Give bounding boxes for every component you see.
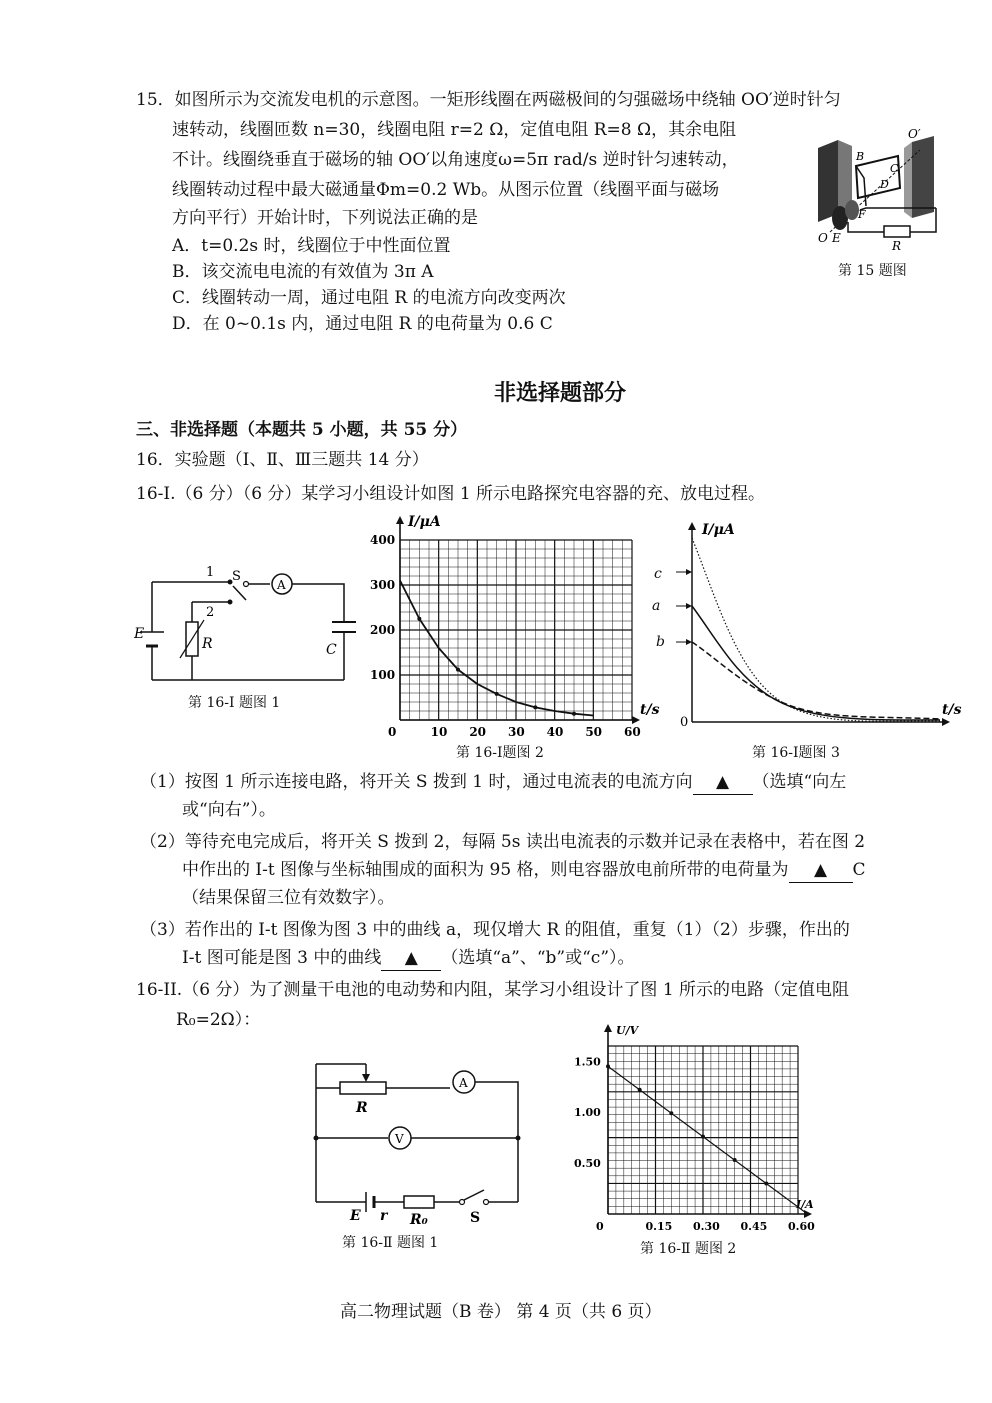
svg-text:B: B: [856, 150, 865, 163]
svg-text:F: F: [858, 208, 866, 221]
svg-text:r: r: [380, 1208, 388, 1224]
svg-text:A: A: [277, 578, 286, 592]
y-axis-label: I/μA: [408, 514, 441, 530]
svg-text:C: C: [326, 642, 337, 658]
resistor-r0: [404, 1196, 434, 1208]
svg-text:E: E: [350, 1208, 361, 1224]
part3-heading: 三、非选择题（本题共 5 小题，共 55 分）: [136, 420, 468, 440]
data-point: [572, 712, 576, 716]
answer-blank[interactable]: ▲: [789, 858, 853, 883]
slip-ring-2: [845, 200, 859, 220]
q15-option-a: A．t=0.2s 时，线圈位于中性面位置: [172, 236, 451, 256]
svg-text:E: E: [134, 626, 145, 642]
q16-1-fig3-caption: 第 16-Ⅰ题图 3: [752, 745, 840, 761]
x-tick-label: 10: [430, 725, 448, 739]
q15-stem-line-4: 线圈转动过程中最大磁通量Φm=0.2 Wb。从图示位置（线圈平面与磁场: [172, 180, 720, 200]
fig3-x-label: t/s: [942, 702, 962, 718]
data-point: [456, 668, 460, 672]
q16-2-circuit-figure: [304, 1052, 534, 1232]
svg-text:O′: O′: [908, 127, 921, 141]
fig3-y-label: I/μA: [702, 522, 735, 538]
q15-option-b: B．该交流电电流的有效值为 3π A: [172, 262, 434, 282]
q15-stem-line-3: 不计。线圈绕垂直于磁场的轴 OO′以角速度ω=5π rad/s 逆时针匀速转动，: [172, 150, 739, 170]
x-tick-label: 0: [596, 1220, 604, 1233]
x-axis-label: I/A: [796, 1198, 814, 1211]
svg-text:R: R: [356, 1100, 368, 1116]
q15-stem-line-2: 速转动，线圈匝数 n=30，线圈电阻 r=2 Ω，定值电阻 R=8 Ω，其余电阻: [172, 120, 737, 140]
q16-1-sub1-line2: 或“向右”）。: [182, 800, 276, 820]
q16-2-fig1-caption: 第 16-Ⅱ 题图 1: [342, 1235, 439, 1251]
svg-text:R: R: [202, 636, 213, 652]
answer-blank[interactable]: ▲: [693, 770, 753, 795]
svg-text:R: R: [892, 239, 902, 253]
q16-1-sub2-line2: 中作出的 I-t 图像与坐标轴围成的面积为 95 格，则电容器放电前所带的电荷量为 ▲ C: [182, 858, 866, 883]
x-axis-arrow: [632, 716, 640, 724]
y-axis-arrow: [396, 516, 404, 524]
curve-a: [692, 606, 940, 720]
x-tick-label: 50: [585, 725, 603, 739]
q16-1-sub3-line2: I-t 图可能是图 3 中的曲线 ▲ （选填“a”、“b”或“c”）。: [182, 946, 635, 971]
data-point: [533, 705, 537, 709]
q16-1-sub2-line3: （结果保留三位有效数字）。: [182, 888, 395, 908]
q16-1-sub2-line1: （2）等待充电完成后，将开关 S 拨到 2，每隔 5s 读出电流表的示数并记录在表格中，若在图 2: [140, 832, 866, 852]
svg-text:2: 2: [206, 605, 215, 620]
fig3-label-c: c: [654, 566, 662, 582]
y-tick-label: 300: [370, 578, 396, 592]
svg-text:C: C: [890, 162, 899, 175]
q16-1-sub3-line1: （3）若作出的 I-t 图像为图 3 中的曲线 a，现仅增大 R 的阻值，重复（1）（2）步骤，作出的: [140, 920, 850, 940]
data-point: [606, 1064, 610, 1068]
q16-2-fig2-caption: 第 16-Ⅱ 题图 2: [640, 1241, 737, 1257]
y-tick-label: 100: [370, 668, 396, 682]
x-tick-label: 60: [624, 725, 641, 739]
fig3-label-a: a: [652, 598, 661, 614]
q16-1-fig2-chart: [360, 510, 670, 742]
x-tick-label: 0.15: [645, 1220, 673, 1233]
y-tick-label: 400: [370, 533, 396, 547]
data-point: [764, 1181, 768, 1185]
switch-s: [244, 582, 249, 587]
y-axis-arrow: [604, 1024, 612, 1032]
svg-text:S: S: [470, 1210, 481, 1226]
fig3-origin: 0: [680, 715, 689, 730]
x-axis-arrow: [804, 1210, 812, 1218]
q15-option-c: C．线圈转动一周，通过电阻 R 的电流方向改变两次: [172, 288, 566, 308]
q16-1-circuit-figure: [130, 562, 370, 692]
svg-text:S: S: [232, 569, 241, 584]
q16-1-fig2-caption: 第 16-Ⅰ题图 2: [456, 745, 544, 761]
fig3-label-b: b: [656, 634, 665, 650]
q16-1-fig3-chart: [676, 518, 966, 740]
q15-generator-figure: [808, 126, 958, 256]
data-point: [669, 1111, 673, 1115]
resistor-r: [884, 226, 910, 237]
x-tick-label: 20: [469, 725, 487, 739]
q16-1-sub1-line1: （1）按图 1 所示连接电路，将开关 S 拨到 1 时，通过电流表的电流方向 ▲ （选填“向左: [140, 770, 846, 795]
y-tick-label: 200: [370, 623, 396, 637]
answer-blank[interactable]: ▲: [381, 946, 441, 971]
svg-text:R₀: R₀: [410, 1212, 428, 1228]
svg-text:D: D: [880, 178, 889, 191]
q15-stem-line-1: 15．如图所示为交流发电机的示意图。一矩形线圈在两磁极间的匀强磁场中绕轴 OO′逆时针匀: [136, 90, 841, 110]
x-tick-label: 0.45: [740, 1220, 768, 1233]
fit-line: [608, 1066, 808, 1214]
y-tick-label: 1.50: [574, 1055, 601, 1069]
data-point: [417, 617, 421, 621]
svg-text:V: V: [395, 1132, 404, 1146]
curve-b: [692, 642, 940, 719]
q15-figure-caption: 第 15 题图: [838, 263, 907, 279]
data-point: [733, 1158, 737, 1162]
x-tick-label: 0.60: [788, 1220, 815, 1233]
y-axis-label: U/V: [616, 1024, 639, 1037]
q15-stem-line-5: 方向平行）开始计时，下列说法正确的是: [172, 208, 478, 228]
page-footer: 高二物理试题（B 卷） 第 4 页（共 6 页）: [340, 1302, 662, 1322]
q15-option-d: D．在 0~0.1s 内，通过电阻 R 的电荷量为 0.6 C: [172, 314, 553, 334]
data-point: [495, 692, 499, 696]
section-title: 非选择题部分: [494, 381, 627, 406]
q16-2-fig2-chart: [574, 1022, 834, 1236]
q16-1-fig1-caption: 第 16-I 题图 1: [188, 695, 281, 711]
q16-2-intro-line1: 16-II.（6 分）为了测量干电池的电动势和内阻，某学习小组设计了图 1 所示的电路（定值电阻: [136, 980, 850, 1000]
x-tick-label: 40: [546, 725, 564, 739]
switch-s: [460, 1200, 465, 1205]
q16-2-intro-line2: R₀=2Ω）：: [176, 1010, 261, 1030]
x-tick-label: 30: [508, 725, 525, 739]
q16-1-intro: 16-I.（6 分）（6 分）某学习小组设计如图 1 所示电路探究电容器的充、放电过程。: [136, 484, 766, 504]
rheostat-r: [340, 1082, 386, 1094]
curve-c: [692, 538, 940, 721]
q16-heading: 16．实验题（Ⅰ、Ⅱ、Ⅲ三题共 14 分）: [136, 450, 429, 470]
data-point: [701, 1135, 705, 1139]
svg-text:O: O: [818, 231, 828, 245]
x-tick-label: 0: [388, 725, 397, 739]
svg-text:1: 1: [206, 565, 215, 580]
svg-text:A: A: [459, 1076, 468, 1090]
y-tick-label: 0.50: [574, 1157, 601, 1171]
svg-text:E: E: [832, 231, 841, 245]
x-tick-label: 0.30: [693, 1220, 720, 1233]
magnet-pole-right: [912, 136, 934, 218]
y-tick-label: 1.00: [574, 1106, 601, 1120]
x-axis-label: t/s: [640, 702, 660, 718]
data-point: [638, 1088, 642, 1092]
